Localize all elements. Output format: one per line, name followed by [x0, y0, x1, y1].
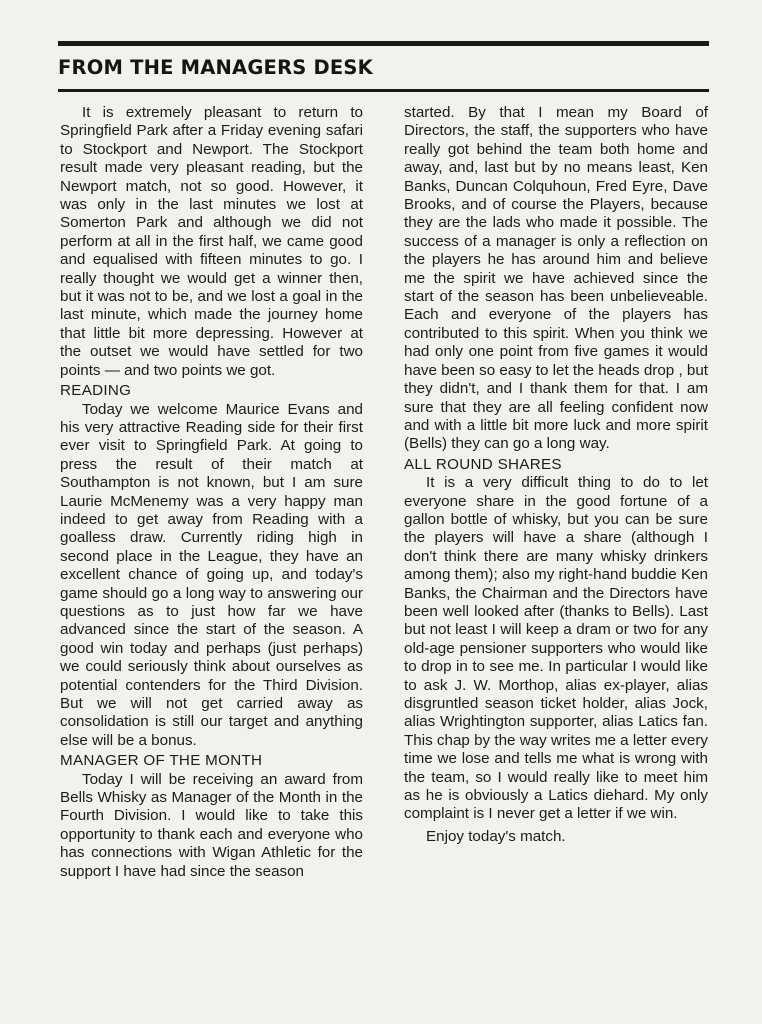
manager-of-month-paragraph: Today I will be receiving an award from Bells Whisky as Manager of the Month in the Fourth Division. I would like to take this opportunity to thank each and everyone who has connections with Wigan Athletic for the support I have had since the season — [60, 770, 363, 880]
title-underline-rule — [58, 89, 709, 92]
manager-of-month-heading: MANAGER OF THE MONTH — [60, 752, 263, 770]
page-title: FROM THE MANAGERS DESK — [58, 56, 373, 79]
left-column — [60, 104, 363, 881]
reading-paragraph: Today we welcome Maurice Evans and his very attractive Reading side for their first ever visit to Springfield Park. At going to press the result of their match at Southampton is not known, but I am sure Laurie McMenemy was a very happy man indeed to get away from Reading with a goalless draw. Currently riding high in second place in the League, they have an excellent chance of going up, and today's game should go a long way to answering our questions as to just how far we have advanced since the start of the season. A good win today and perhaps (just perhaps) we could seriously think about ourselves as potential contenders for the Third Division. But we will not get carried away as consolidation is still our target and anything else will be a bonus. — [60, 400, 363, 749]
top-rule — [58, 41, 709, 46]
right-column — [404, 104, 708, 846]
intro-paragraph: It is extremely pleasant to return to Springfield Park after a Friday evening safari to Stockport and Newport. The Stockport result made very pleasant reading, but the Newport match, not so good. However, it was only in the last minutes we lost at Somerton Park and although we did not perform at all in the first half, we came good and equalised with fifteen minutes to go. I really thought we would get a winner then, but it was not to be, and we lost a goal in the last minute, which made the journey home that little bit more depressing. However at the outset we would have settled for two points — and two points we got. — [60, 104, 363, 379]
continued-paragraph: started. By that I mean my Board of Directors, the staff, the supporters who have really got behind the team both home and away, and, last but by no means least, Ken Banks, Duncan Colquhoun, Fred Eyre, Dave Brooks, and of course the Players, because they are the lads who made it possible. The success of a manager is only a reflection on the players he has around him and believe me the spirit we have achieved since the start of the season has been unbelieveable. Each and everyone of the players has contributed to this spirit. When you think we had only one point from five games it would have been so easy to let the heads drop , but they didn't, and I thank them for that. I am sure that they are all feeling confident now and with a little bit more luck and more spirit (Bells) they can go a long way. — [404, 104, 708, 453]
reading-heading: READING — [60, 382, 132, 400]
all-round-shares-paragraph: It is a very difficult thing to do to let everyone share in the good fortune of a gallon bottle of whisky, but you can be sure the players will have a share (although I don't think there are many whisky drinkers among them); also my right-hand buddie Ken Banks, the Chairman and the Directors have been well looked after (thanks to Bells). Last but not least I will keep a dram or two for any old-age pensioner supporters who would like to drop in to see me. In particular I would like to ask J. W. Morthop, alias ex-player, alias disgruntled season ticket holder, alias Jock, alias Wrightington supporter, alias Latics fan. This chap by the way writes me a letter every time we lose and tells me what is wrong with the team, so I would really like to meet him as he is obviously a Latics diehard. My only complaint is I never get a letter if we win. — [404, 474, 708, 823]
all-round-shares-heading: ALL ROUND SHARES — [404, 455, 562, 473]
closing-line: Enjoy today's match. — [426, 827, 566, 845]
